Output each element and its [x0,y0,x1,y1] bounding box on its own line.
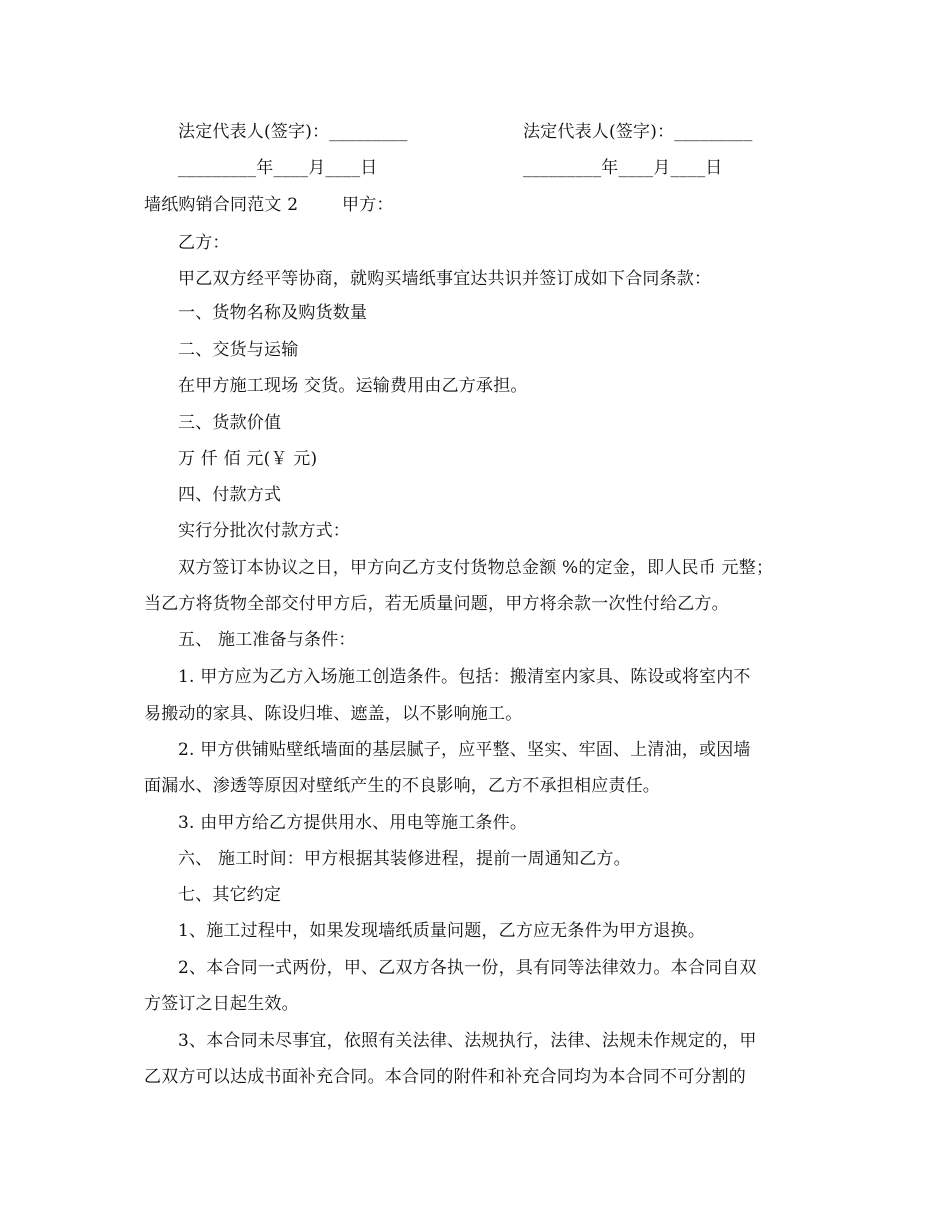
delivery-text: 在甲方施工现场 交货。运输费用由乙方承担。 [178,376,528,396]
right-signature-date: _________年____月____日 [523,158,723,178]
agreement-3-line-2: 乙双方可以达成书面补充合同。本合同的附件和补充合同均为本合同不可分割的 [144,1067,746,1087]
section-3-heading: 三、货款价值 [178,413,282,433]
party-a-label: 甲方： [342,195,394,215]
agreement-2-line-1: 2、本合同一式两份，甲、乙双方各执一份，具有同等法律效力。本合同自双 [178,958,757,978]
agreement-1: 1、施工过程中，如果发现墙纸质量问题，乙方应无条件为甲方退换。 [178,921,706,941]
intro-paragraph: 甲乙双方经平等协商，就购买墙纸事宜达共识并签订成如下合同条款： [178,269,712,289]
section-2-heading: 二、交货与运输 [178,340,299,360]
right-legal-rep-signature: 法定代表人(签字)：_________ [523,122,753,142]
deposit-paragraph-line-1: 双方签订本协议之日，甲方向乙方支付货物总金额 %的定金，即人民币 元整； [178,558,774,578]
deposit-paragraph-line-2: 当乙方将货物全部交付甲方后，若无质量问题，甲方将余款一次性付给乙方。 [144,594,729,614]
contract-title: 墙纸购销合同范文 2 [144,195,299,215]
section-7-heading: 七、其它约定 [178,885,282,905]
condition-3: 3. 由甲方给乙方提供用水、用电等施工条件。 [178,813,528,833]
left-legal-rep-signature: 法定代表人(签字)：_________ [178,122,408,142]
section-6-heading: 六、 施工时间：甲方根据其装修进程，提前一周通知乙方。 [178,849,631,869]
section-1-heading: 一、货物名称及购货数量 [178,303,368,323]
section-5-heading: 五、 施工准备与条件： [178,630,356,650]
payment-method-text: 实行分批次付款方式： [178,521,350,541]
section-4-heading: 四、付款方式 [178,485,282,505]
condition-2-line-1: 2. 甲方供铺贴壁纸墙面的基层腻子，应平整、坚实、牢固、上清油，或因墙 [178,740,751,760]
price-amount-text: 万 仟 佰 元(￥ 元) [178,449,318,469]
agreement-3-line-1: 3、本合同未尽事宜，依照有关法律、法规执行，法律、法规未作规定的，甲 [178,1031,757,1051]
agreement-2-line-2: 方签订之日起生效。 [144,994,299,1014]
condition-2-line-2: 面漏水、渗透等原因对壁纸产生的不良影响，乙方不承担相应责任。 [144,776,660,796]
left-signature-date: _________年____月____日 [178,158,378,178]
condition-1-line-2: 易搬动的家具、陈设归堆、遮盖，以不影响施工。 [144,704,523,724]
party-b-label: 乙方： [178,233,230,253]
condition-1-line-1: 1. 甲方应为乙方入场施工创造条件。包括：搬清室内家具、陈设或将室内不 [178,667,751,687]
